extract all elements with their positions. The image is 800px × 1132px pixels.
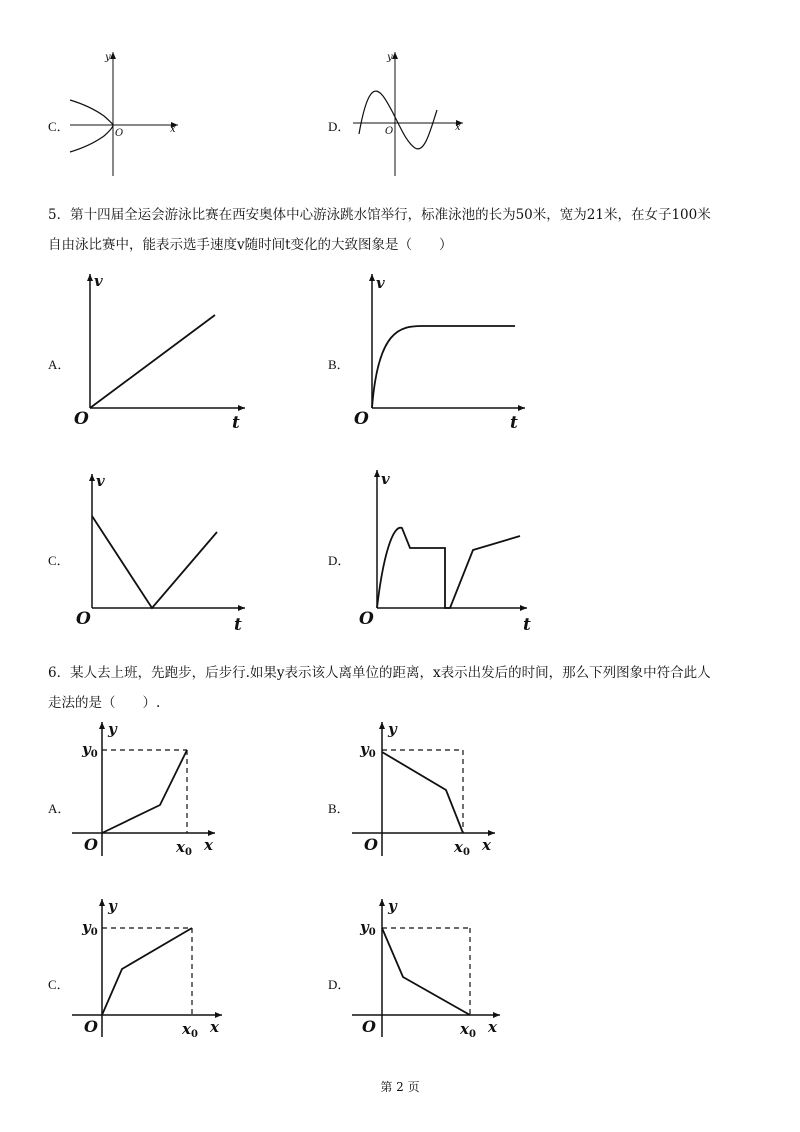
origin-label: O	[84, 835, 98, 854]
t-axis-label: t	[232, 413, 240, 433]
speed-curve	[372, 326, 515, 408]
origin-label: O	[362, 1017, 376, 1036]
x0-label	[181, 1020, 198, 1040]
x-axis-label: x	[455, 122, 461, 133]
origin-label: O	[364, 835, 378, 854]
origin-label: O	[74, 409, 89, 429]
x0-sub: 0	[190, 1029, 198, 1040]
graph-6a	[70, 718, 230, 863]
distance-line	[382, 752, 463, 833]
x-axis-label: x	[204, 836, 213, 854]
x-axis-label: x	[210, 1018, 219, 1036]
y-axis-label: y	[387, 52, 393, 63]
v-axis-label: v	[96, 472, 105, 490]
x0-letter: x	[182, 1020, 191, 1038]
t-axis-label: t	[523, 615, 531, 635]
option-label-5a: A．	[48, 357, 71, 372]
distance-line	[382, 928, 470, 1015]
origin-label: O	[84, 1017, 98, 1036]
y0-label	[359, 918, 376, 938]
graph-6d	[350, 895, 510, 1040]
y-axis-label: y	[388, 720, 397, 738]
x0-sub: 0	[184, 847, 192, 858]
question-5-line-1: 5．第十四届全运会游泳比赛在西安奥体中心游泳跳水馆举行，标准泳池的长为50米，宽为21米，在女子100米	[48, 207, 711, 223]
y0-letter: y	[82, 740, 91, 758]
y0-label	[81, 918, 98, 938]
distance-line	[102, 750, 187, 833]
graph-5b	[350, 270, 540, 433]
x0-sub: 0	[468, 1029, 476, 1040]
t-axis-label: t	[234, 615, 242, 635]
y0-letter: y	[360, 740, 369, 758]
option-label-6c: C．	[48, 977, 70, 992]
option-label-5b: B．	[328, 357, 350, 372]
graph-6c	[70, 895, 230, 1040]
graph-5c	[70, 470, 260, 635]
speed-curve	[377, 528, 520, 608]
y0-label	[359, 740, 376, 760]
graph-5d	[355, 466, 545, 635]
y0-sub: 0	[368, 927, 376, 938]
x0-label	[459, 1020, 476, 1040]
origin-label: O	[115, 128, 124, 139]
x0-letter: x	[454, 838, 463, 856]
question-5-text	[48, 200, 768, 260]
x0-label	[175, 838, 192, 858]
y0-label	[81, 740, 98, 760]
graph-prev-d	[345, 48, 475, 178]
origin-label: O	[354, 409, 369, 429]
option-label-6a: A．	[48, 801, 71, 816]
wave-curve	[359, 91, 437, 149]
option-label-prev-c: C．	[48, 119, 70, 134]
graph-5a	[70, 270, 260, 433]
question-6-line-1: 6．某人去上班，先跑步，后步行.如果y表示该人离单位的距离，x表示出发后的时间，那么下列图象中符合此人	[48, 665, 711, 681]
option-label-5c: C．	[48, 553, 70, 568]
origin-label: O	[359, 609, 374, 629]
y-axis-label: y	[388, 897, 397, 915]
y0-sub: 0	[368, 749, 376, 760]
option-label-6d: D．	[328, 977, 351, 992]
page-number: 第 2 页	[380, 1080, 420, 1094]
v-axis-label: v	[94, 272, 103, 290]
y0-sub: 0	[90, 927, 98, 938]
option-label-prev-d: D．	[328, 119, 351, 134]
x-axis-label: x	[482, 836, 491, 854]
question-6-text	[48, 658, 768, 718]
graph-prev-c	[60, 48, 190, 178]
y0-letter: y	[360, 918, 369, 936]
question-6-line-2: 走法的是（ ）.	[48, 695, 161, 711]
y0-sub: 0	[90, 749, 98, 760]
question-5-line-2: 自由泳比赛中，能表示选手速度v随时间t变化的大致图象是（ ）	[48, 237, 453, 253]
y-axis-label: y	[108, 720, 117, 738]
option-label-5d: D．	[328, 553, 351, 568]
v-axis-label: v	[376, 274, 385, 292]
y-axis-label: y	[105, 52, 111, 63]
graph-6b	[350, 718, 510, 863]
x-axis-label: x	[488, 1018, 497, 1036]
x-axis-label: x	[170, 124, 176, 135]
option-label-6b: B．	[328, 801, 350, 816]
y-axis-label: y	[108, 897, 117, 915]
v-axis-label: v	[381, 470, 390, 488]
x0-label	[453, 838, 470, 858]
parabola-curve	[70, 100, 113, 152]
x0-letter: x	[176, 838, 185, 856]
x0-sub: 0	[462, 847, 470, 858]
speed-line	[90, 315, 215, 408]
x0-letter: x	[460, 1020, 469, 1038]
t-axis-label: t	[510, 413, 518, 433]
y0-letter: y	[82, 918, 91, 936]
origin-label: O	[76, 609, 91, 629]
origin-label: O	[385, 126, 394, 137]
distance-line	[102, 928, 192, 1015]
speed-line	[92, 516, 217, 608]
